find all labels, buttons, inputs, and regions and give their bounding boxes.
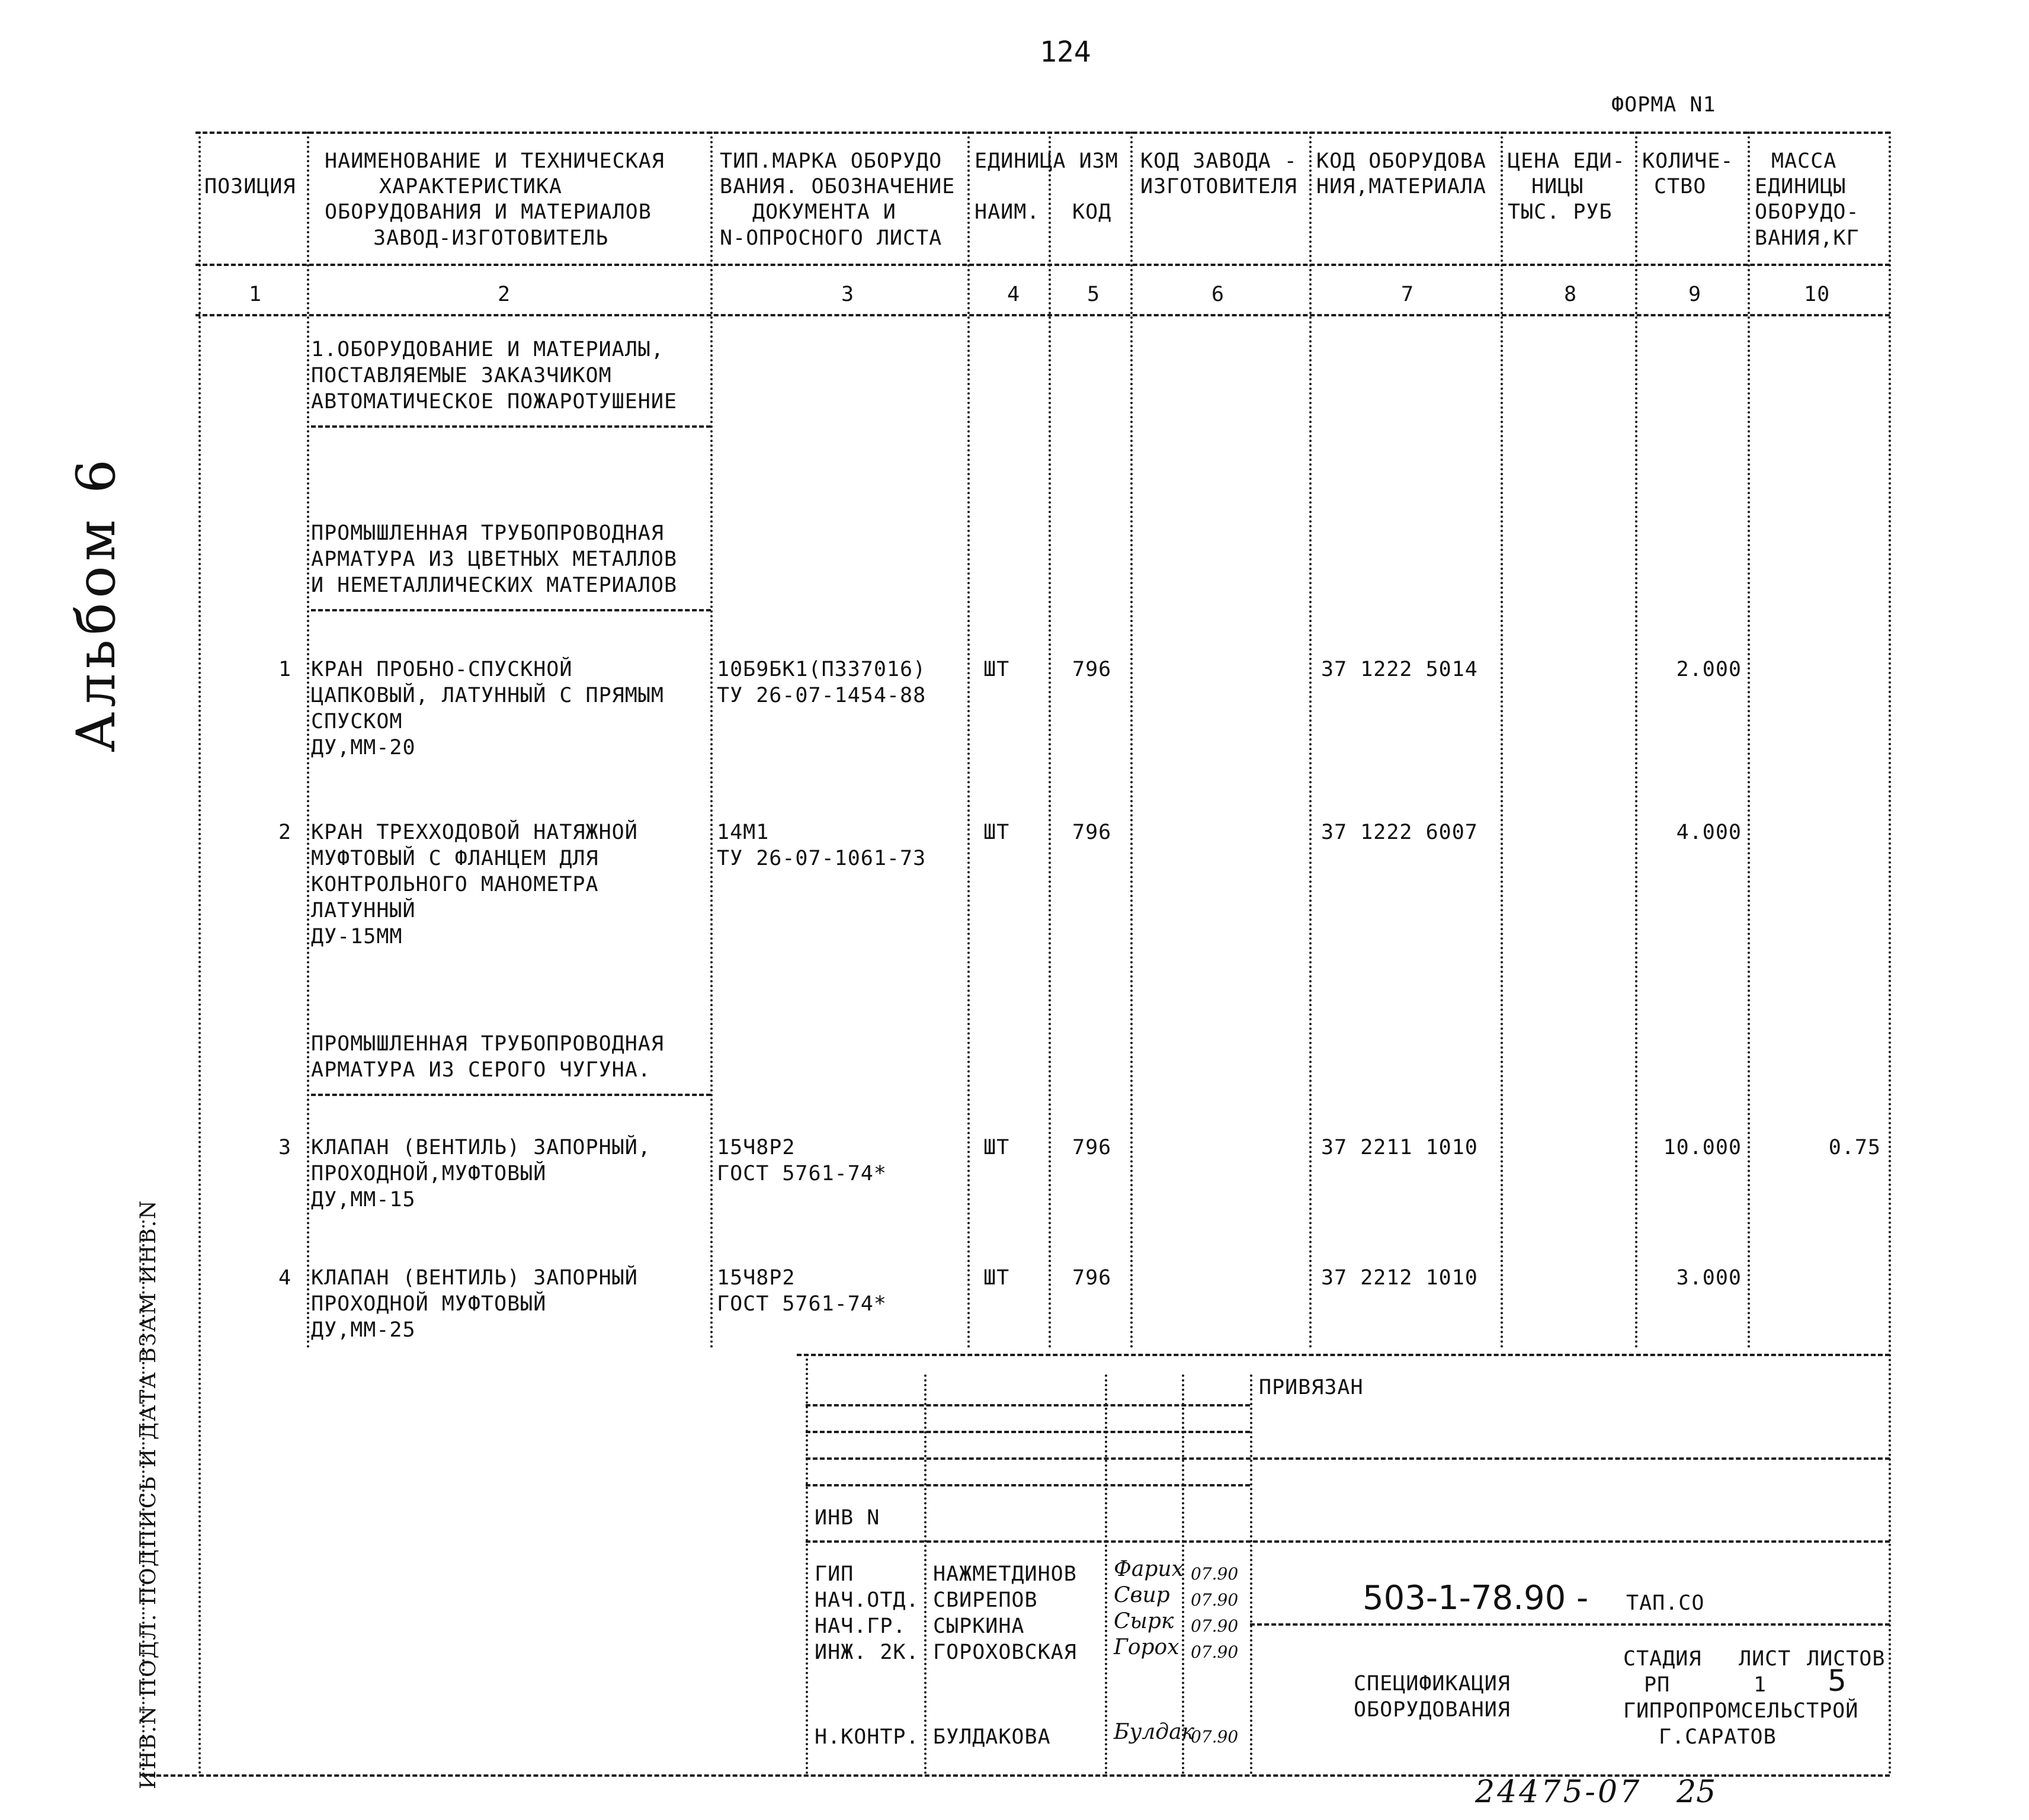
header-col6-line2: ИЗГОТОВИТЕЛЯ [1140,175,1297,198]
section-3-line1: ПРОМЫШЛЕННАЯ ТРУБОПРОВОДНАЯ [311,1032,664,1056]
stamp-date: 07.90 [1191,1616,1239,1636]
section-1-line2: ПОСТАВЛЯЕМЫЕ ЗАКАЗЧИКОМ [311,364,612,387]
stamp-role: Н.КОНТР. [815,1725,919,1749]
header-col7-line2: НИЯ,МАТЕРИАЛА [1316,175,1486,198]
header-col9-line2: СТВО [1654,175,1707,198]
header-col6-line1: КОД ЗАВОДА - [1140,149,1297,173]
stamp-role: НАЧ.ОТД. [815,1588,919,1612]
colnum-5: 5 [1087,283,1101,306]
item-name-line: ДУ,ММ-25 [311,1318,416,1342]
stamp-person: СЫРКИНА [933,1614,1025,1638]
bottom-code: 24475-07 [1475,1774,1642,1810]
item-type: 15Ч8Р2 [717,1266,796,1290]
item-doc: ГОСТ 5761-74* [717,1292,887,1316]
item-pos: 2 [278,821,292,844]
stamp-signature: Булдак [1114,1720,1195,1744]
item-doc: ГОСТ 5761-74* [717,1162,887,1185]
item-doc: ТУ 26-07-1061-73 [717,847,927,870]
colnum-1: 1 [249,283,262,306]
stamp-sheets-header: ЛИСТОВ [1807,1647,1886,1671]
stamp-date: 07.90 [1191,1642,1239,1662]
stamp-stage: РП [1644,1673,1671,1697]
header-col3-line2: ВАНИЯ. ОБОЗНАЧЕНИЕ [720,175,956,198]
header-col1: ПОЗИЦИЯ [204,175,296,198]
header-col3-line4: N-ОПРОСНОГО ЛИСТА [720,226,943,250]
stamp-inv-n: ИНВ N [815,1506,880,1530]
header-col3-line3: ДОКУМЕНТА И [752,200,896,224]
stamp-person: НАЖМЕТДИНОВ [933,1562,1077,1586]
header-col2-line4: ЗАВОД-ИЗГОТОВИТЕЛЬ [373,226,609,250]
item-equip-code: 37 2211 1010 [1321,1136,1478,1159]
item-equip-code: 37 1222 6007 [1321,821,1478,844]
item-name-line: ЦАПКОВЫЙ, ЛАТУННЫЙ С ПРЯМЫМ [311,684,664,707]
stamp-city: Г.САРАТОВ [1659,1725,1777,1749]
header-col8-line3: ТЫС. РУБ [1508,200,1613,224]
item-pos: 1 [278,658,292,681]
item-name-line: ПРОХОДНОЙ МУФТОВЫЙ [311,1292,547,1316]
stamp-signature: Свир [1114,1583,1170,1607]
item-name-line: КЛАПАН (ВЕНТИЛЬ) ЗАПОРНЫЙ, [311,1136,651,1159]
header-col10-line1: МАССА [1771,149,1837,173]
stamp-signature: Фарих [1114,1557,1184,1581]
stamp-person: ГОРОХОВСКАЯ [933,1640,1077,1664]
page-number: 124 [1040,36,1091,69]
stamp-sheets: 5 [1828,1664,1847,1698]
item-pos: 3 [278,1136,292,1159]
item-name-line: КРАН ПРОБНО-СПУСКНОЙ [311,658,573,681]
colnum-8: 8 [1564,283,1578,306]
colnum-3: 3 [841,283,855,306]
item-name-line: ДУ-15ММ [311,925,403,949]
item-name-line: КЛАПАН (ВЕНТИЛЬ) ЗАПОРНЫЙ [311,1266,638,1290]
header-col2-line2: ХАРАКТЕРИСТИКА [379,175,563,198]
section-2-line3: И НЕМЕТАЛЛИЧЕСКИХ МАТЕРИАЛОВ [311,573,678,597]
item-equip-code: 37 2212 1010 [1321,1266,1478,1290]
header-col7-line1: КОД ОБОРУДОВА [1316,149,1486,173]
item-unit: ШТ [983,821,1010,844]
header-col10-line3: ОБОРУДО- [1755,200,1860,224]
header-col2-line3: ОБОРУДОВАНИЯ И МАТЕРИАЛОВ [325,200,652,224]
item-unit-code: 796 [1072,821,1112,844]
stamp-role: ИНЖ. 2К. [815,1640,919,1664]
item-name-line: ЛАТУННЫЙ [311,899,416,922]
item-qty: 3.000 [1676,1266,1742,1290]
item-doc: ТУ 26-07-1454-88 [717,684,927,707]
section-2-line2: АРМАТУРА ИЗ ЦВЕТНЫХ МЕТАЛЛОВ [311,547,678,571]
header-col3-line1: ТИП.МАРКА ОБОРУДО [720,149,943,173]
album-label: Альбом 6 [65,454,127,752]
colnum-7: 7 [1401,283,1415,306]
item-equip-code: 37 1222 5014 [1321,658,1478,681]
item-unit-code: 796 [1072,1136,1112,1159]
colnum-6: 6 [1211,283,1225,306]
item-qty: 4.000 [1676,821,1742,844]
colnum-10: 10 [1804,283,1831,306]
header-col10-line2: ЕДИНИЦЫ [1755,175,1847,198]
stamp-date: 07.90 [1191,1727,1239,1747]
colnum-4: 4 [1007,283,1021,306]
stamp-privyazan: ПРИВЯЗАН [1259,1376,1364,1399]
header-col8-line2: НИЦЫ [1531,175,1584,198]
item-unit: ШТ [983,658,1010,681]
bottom-number: 25 [1677,1774,1716,1810]
stamp-title-line1: СПЕЦИФИКАЦИЯ [1354,1672,1511,1696]
header-col8-line1: ЦЕНА ЕДИ- [1508,149,1626,173]
item-unit: ШТ [983,1136,1010,1159]
stamp-sheet-header: ЛИСТ [1739,1647,1791,1671]
item-unit-code: 796 [1072,658,1112,681]
form-label: ФОРМА N1 [1611,93,1716,117]
side-stamp: ИНВ.N ПОДЛ. ПОДПИСЬ И ДАТА ВЗАМ ИНВ.N [136,1199,161,1789]
header-col4: НАИМ. [975,200,1040,224]
item-name-line: КОНТРОЛЬНОГО МАНОМЕТРА [311,873,599,896]
item-unit: ШТ [983,1266,1010,1290]
item-type: 14М1 [717,821,770,844]
item-qty: 10.000 [1663,1136,1742,1159]
stamp-date: 07.90 [1191,1590,1239,1610]
header-unit: ЕДИНИЦА ИЗМ [975,149,1118,173]
stamp-signature: Сырк [1114,1609,1174,1633]
stamp-stage-header: СТАДИЯ [1623,1647,1702,1671]
stamp-person: БУЛДАКОВА [933,1725,1051,1749]
item-unit-code: 796 [1072,1266,1112,1290]
section-1-line1: 1.ОБОРУДОВАНИЕ И МАТЕРИАЛЫ, [311,338,664,361]
stamp-doc-suffix: ТАП.СО [1626,1591,1705,1615]
stamp-sheet: 1 [1754,1673,1767,1697]
item-name-line: ПРОХОДНОЙ,МУФТОВЫЙ [311,1162,547,1185]
item-name-line: КРАН ТРЕХХОДОВОЙ НАТЯЖНОЙ [311,821,638,844]
stamp-role: ГИП [815,1562,854,1586]
section-1-line3: АВТОМАТИЧЕСКОЕ ПОЖАРОТУШЕНИЕ [311,390,678,414]
section-3-line2: АРМАТУРА ИЗ СЕРОГО ЧУГУНА. [311,1058,651,1082]
colnum-2: 2 [498,283,511,306]
stamp-doc-code: 503-1-78.90 - [1363,1579,1589,1617]
section-2-line1: ПРОМЫШЛЕННАЯ ТРУБОПРОВОДНАЯ [311,521,664,545]
stamp-org: ГИПРОПРОМСЕЛЬСТРОЙ [1623,1699,1859,1723]
item-qty: 2.000 [1676,658,1742,681]
stamp-person: СВИРЕПОВ [933,1588,1038,1612]
stamp-title-line2: ОБОРУДОВАНИЯ [1354,1698,1511,1722]
item-type: 15Ч8Р2 [717,1136,796,1159]
header-col9-line1: КОЛИЧЕ- [1642,149,1734,173]
stamp-signature: Горох [1114,1635,1179,1659]
header-col2-line1: НАИМЕНОВАНИЕ И ТЕХНИЧЕСКАЯ [325,149,665,173]
item-type: 10Б9БК1(П337016) [717,658,927,681]
item-mass: 0.75 [1828,1136,1881,1159]
header-col10-line4: ВАНИЯ,КГ [1755,226,1860,250]
colnum-9: 9 [1688,283,1702,306]
stamp-date: 07.90 [1191,1564,1239,1584]
stamp-role: НАЧ.ГР. [815,1614,906,1638]
item-name-line: МУФТОВЫЙ С ФЛАНЦЕМ ДЛЯ [311,847,599,870]
item-pos: 4 [278,1266,292,1290]
item-name-line: ДУ,ММ-15 [311,1188,416,1212]
item-name-line: ДУ,ММ-20 [311,736,416,760]
header-col5: КОД [1072,200,1112,224]
item-name-line: СПУСКОМ [311,710,403,733]
